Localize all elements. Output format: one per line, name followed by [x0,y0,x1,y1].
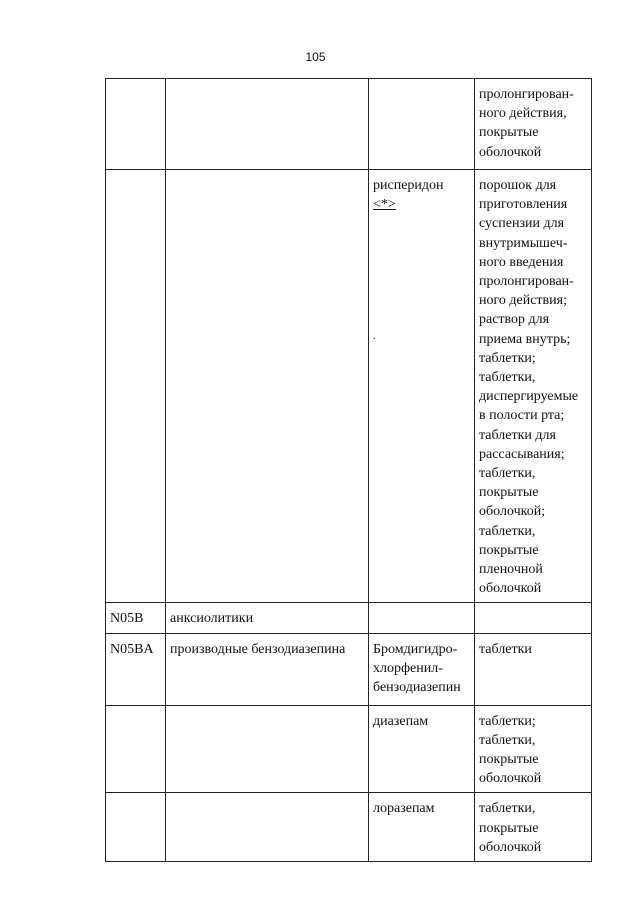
dosage-form-cell [475,170,592,603]
dosage-form-line: таблетки, [479,732,536,748]
dosage-form-line: оболочкой [479,839,542,855]
medication-table [105,78,592,862]
dosage-form-line: покрытые [479,542,539,558]
dosage-form-line: оболочкой [479,144,542,160]
substance-cell [369,170,475,603]
group-cell: анксиолитики [166,603,369,633]
atc-code-cell [106,793,166,862]
substance-cell [369,79,475,170]
substance-cell: лоразепам [369,793,475,862]
dosage-form-line: таблетки, [479,801,536,817]
table-row [106,603,592,633]
table-row [106,793,592,862]
dosage-form-line: диспергируемые [479,389,579,405]
dosage-form-line: рассасывания; [479,446,565,462]
dosage-form-line: таблетки, [479,370,536,386]
group-cell [166,79,369,170]
dosage-form-cell [475,633,592,705]
dosage-form-line: покрытые [479,125,539,141]
dosage-form-line: покрытые [479,485,539,501]
dosage-form-line: пленочной [479,562,543,578]
dosage-form-line: в полости рта; [479,408,565,424]
dosage-form-cell [475,793,592,862]
dosage-form-line: суспензии для [479,216,565,232]
atc-code-cell: N05BA [106,633,166,705]
dosage-form-line: таблетки [479,641,532,657]
group-cell [166,705,369,793]
dosage-form-line: таблетки, [479,466,536,482]
dosage-form-line: оболочкой; [479,504,546,520]
substance-cell: диазепам [369,705,475,793]
table-row [106,705,592,793]
dosage-form-line: покрытые [479,752,539,768]
dosage-form-line: внутримышеч- [479,235,568,251]
dosage-form-line: оболочкой [479,581,542,597]
dosage-form-line: пролонгирован- [479,274,574,290]
footnote-link[interactable]: <*> [373,197,396,213]
table-row [106,633,592,705]
dosage-form-line: приема внутрь; [479,331,571,347]
dosage-form-line: ного действия, [479,106,567,122]
table-row [106,79,592,170]
dosage-form-line: таблетки; [479,350,536,366]
substance-name-line: бензодиазепин [373,680,461,696]
dosage-form-line: раствор для [479,312,550,328]
dosage-form-line: ного введения [479,254,564,270]
dosage-form-line: порошок для [479,178,557,193]
group-cell [166,793,369,862]
dosage-form-line: оболочкой [479,771,542,787]
group-cell: производные бензодиазепина [166,633,369,705]
dosage-form-line: приготовления [479,197,568,213]
atc-code-cell [106,79,166,170]
page-number: 105 [305,50,326,64]
group-cell [166,170,369,603]
dosage-form-line: пролонгирован- [479,87,574,102]
dosage-form-cell [475,603,592,633]
substance-cell [369,603,475,633]
atc-code-cell: N05B [106,603,166,633]
dosage-form-cell [475,79,592,170]
dosage-form-cell [475,705,592,793]
dosage-form-line: покрытые [479,820,539,836]
substance-name-line: хлорфенил- [373,660,443,676]
dosage-form-line: таблетки; [479,713,536,729]
atc-code-cell [106,705,166,793]
atc-code-cell [106,170,166,603]
dosage-form-line: таблетки для [479,427,556,443]
substance-name-line: Бромдигидро- [373,641,458,657]
table-row [106,170,592,603]
scan-mark: . [373,331,376,343]
substance-name: рисперидон [373,178,444,193]
dosage-form-line: ного действия; [479,293,567,309]
substance-cell [369,633,475,705]
dosage-form-line: таблетки, [479,523,536,539]
